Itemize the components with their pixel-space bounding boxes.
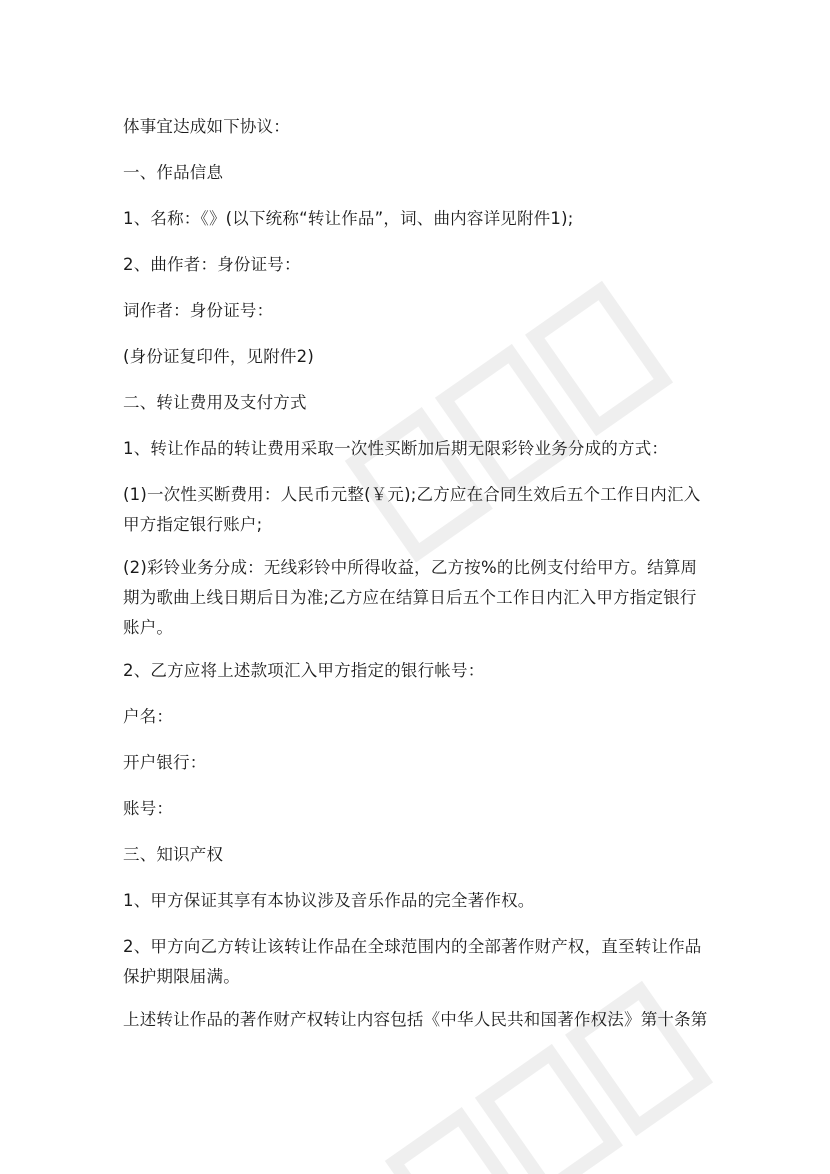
section-heading: 二、转让费用及支付方式: [123, 393, 307, 412]
paragraph: 1、名称：《》(以下统称“转让作品”，词、曲内容详见附件1);: [123, 209, 574, 228]
section-heading: 三、知识产权: [123, 845, 224, 864]
paragraph: (身份证复印件，见附件2): [123, 347, 314, 366]
paragraph: 上述转让作品的著作财产权转让内容包括《中华人民共和国著作权法》第十条第: [123, 1010, 708, 1029]
paragraph: 账号：: [123, 799, 174, 818]
paragraph: 2、甲方向乙方转让该转让作品在全球范围内的全部著作财产权，直至转让作品保护期限届满。: [123, 937, 702, 986]
paragraph: 开户银行：: [123, 753, 207, 772]
paragraph: (1)一次性买断费用：人民币元整(￥元);乙方应在合同生效后五个工作日内汇入甲方指定银行账户;: [123, 485, 701, 534]
paragraph: 2、乙方应将上述款项汇入甲方指定的银行帐号：: [123, 661, 485, 680]
paragraph: 户名：: [123, 707, 174, 726]
paragraph: 2、曲作者：身份证号：: [123, 255, 301, 274]
paragraph: (2)彩铃业务分成：无线彩铃中所得收益，乙方按%的比例支付给甲方。结算周期为歌曲上线日期后日为准;乙方应在结算日后五个工作日内汇入甲方指定银行账户。: [123, 558, 698, 637]
paragraph: 1、转让作品的转让费用采取一次性买断加后期无限彩铃业务分成的方式：: [123, 439, 669, 458]
paragraph: 体事宜达成如下协议：: [123, 117, 290, 136]
paragraph: 1、甲方保证其享有本协议涉及音乐作品的完全著作权。: [123, 891, 535, 910]
section-heading: 一、作品信息: [123, 163, 224, 182]
paragraph: 词作者：身份证号：: [123, 301, 274, 320]
document-body: [123, 112, 713, 1051]
